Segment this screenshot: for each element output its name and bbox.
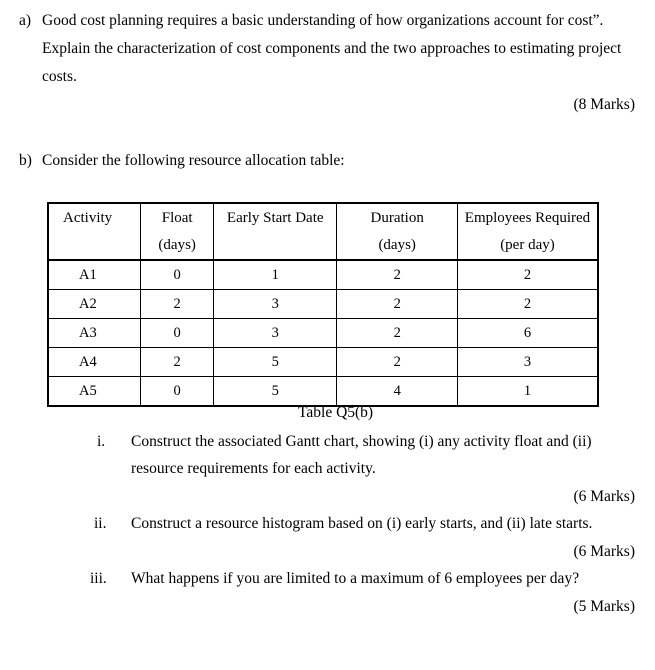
question-i-marks: (6 Marks) bbox=[573, 488, 635, 505]
question-iii-line-1: What happens if you are limited to a maximum of 6 employees per day? bbox=[131, 570, 580, 587]
cell-employees: 2 bbox=[457, 290, 598, 319]
cell-float: 2 bbox=[141, 348, 214, 377]
part-a-label: a) bbox=[19, 12, 32, 29]
cell-float: 2 bbox=[141, 290, 214, 319]
cell-activity: A3 bbox=[48, 319, 141, 348]
part-a-line-3: costs. bbox=[42, 68, 77, 85]
cell-early-start: 3 bbox=[214, 290, 337, 319]
header-duration: Duration (days) bbox=[337, 203, 458, 260]
question-i-number: i. bbox=[97, 433, 106, 450]
cell-duration: 2 bbox=[337, 290, 458, 319]
table-row bbox=[48, 260, 598, 290]
cell-activity: A4 bbox=[48, 348, 141, 377]
cell-duration: 2 bbox=[337, 319, 458, 348]
question-iii-marks: (5 Marks) bbox=[573, 598, 635, 615]
resource-allocation-table bbox=[47, 202, 599, 407]
cell-duration: 2 bbox=[337, 260, 458, 290]
part-b-label: b) bbox=[19, 152, 32, 169]
header-early-start-date: Early Start Date bbox=[214, 203, 337, 260]
cell-early-start: 5 bbox=[214, 348, 337, 377]
table-header-row bbox=[48, 203, 598, 260]
table-caption: Table Q5(b) bbox=[298, 404, 374, 421]
cell-employees: 1 bbox=[457, 377, 598, 407]
question-ii-line-1: Construct a resource histogram based on (i) early starts, and (ii) late starts. bbox=[131, 515, 593, 532]
question-iii-number: iii. bbox=[90, 570, 107, 587]
table-row bbox=[48, 348, 598, 377]
cell-early-start: 5 bbox=[214, 377, 337, 407]
part-a-line-1: Good cost planning requires a basic understanding of how organizations account for cost”. bbox=[42, 12, 604, 29]
cell-employees: 3 bbox=[457, 348, 598, 377]
cell-float: 0 bbox=[141, 319, 214, 348]
cell-duration: 2 bbox=[337, 348, 458, 377]
cell-employees: 6 bbox=[457, 319, 598, 348]
cell-employees: 2 bbox=[457, 260, 598, 290]
table-row bbox=[48, 319, 598, 348]
cell-activity: A5 bbox=[48, 377, 141, 407]
part-a-marks: (8 Marks) bbox=[573, 96, 635, 113]
cell-early-start: 3 bbox=[214, 319, 337, 348]
cell-activity: A1 bbox=[48, 260, 141, 290]
header-employees-required: Employees Required (per day) bbox=[457, 203, 598, 260]
table-row bbox=[48, 290, 598, 319]
part-a-line-2: Explain the characterization of cost components and the two approaches to estimating project bbox=[42, 40, 622, 57]
question-ii-marks: (6 Marks) bbox=[573, 543, 635, 560]
table-row bbox=[48, 377, 598, 407]
question-i-line-2: resource requirements for each activity. bbox=[131, 460, 376, 477]
cell-activity: A2 bbox=[48, 290, 141, 319]
question-i-line-1: Construct the associated Gantt chart, showing (i) any activity float and (ii) bbox=[131, 433, 592, 450]
cell-float: 0 bbox=[141, 377, 214, 407]
header-activity: Activity bbox=[48, 203, 141, 260]
question-ii-number: ii. bbox=[94, 515, 107, 532]
cell-float: 0 bbox=[141, 260, 214, 290]
header-float: Float (days) bbox=[141, 203, 214, 260]
cell-duration: 4 bbox=[337, 377, 458, 407]
cell-early-start: 1 bbox=[214, 260, 337, 290]
part-b-intro: Consider the following resource allocation table: bbox=[42, 152, 345, 169]
